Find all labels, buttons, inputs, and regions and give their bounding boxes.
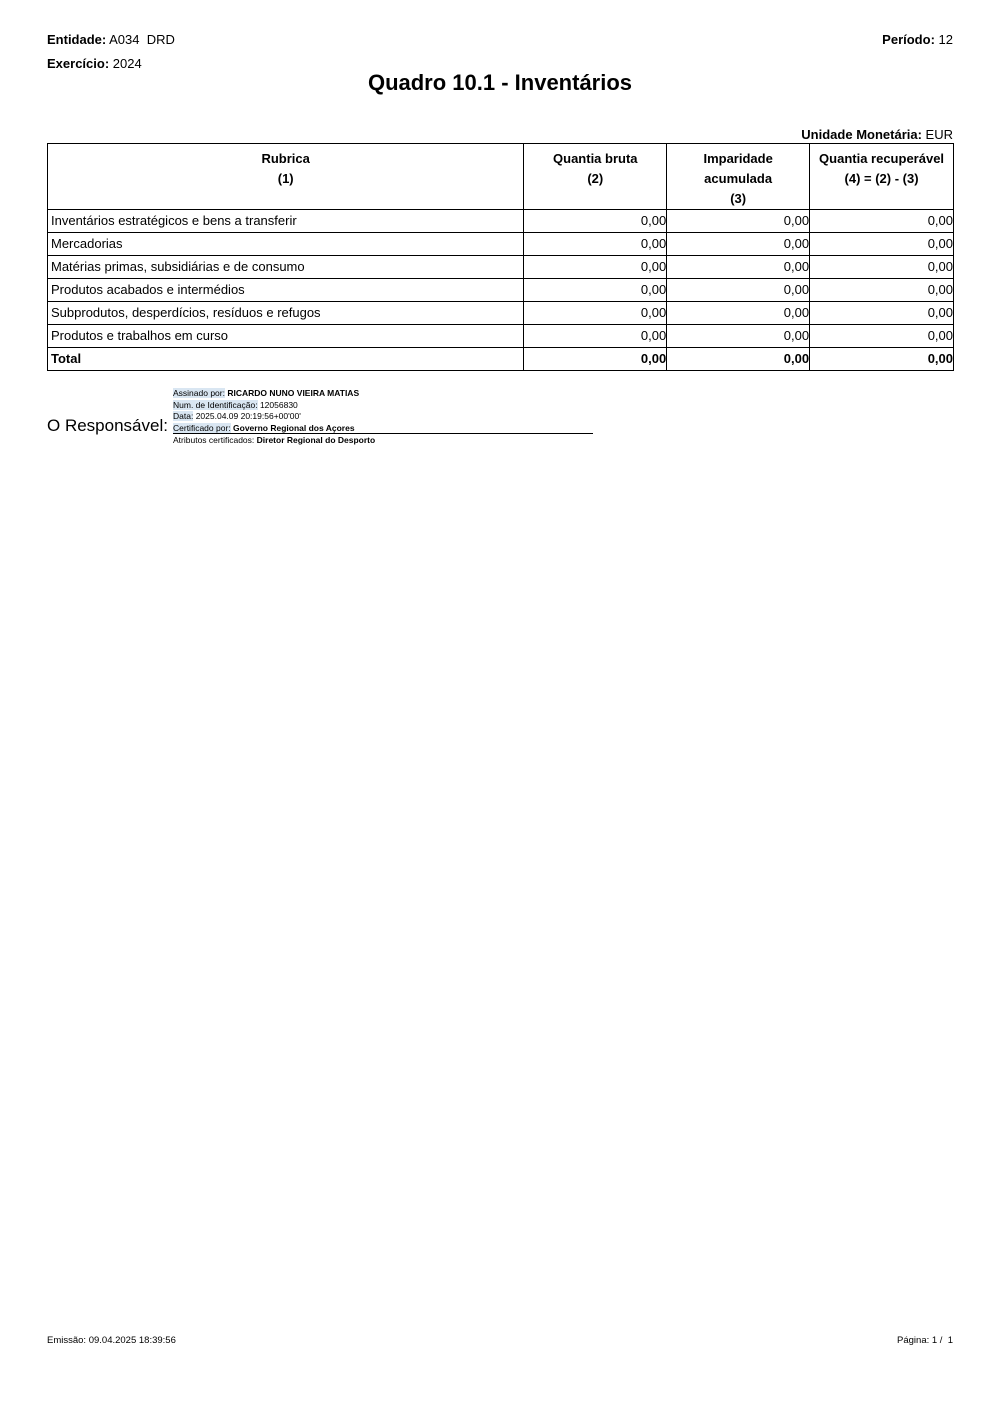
entity-line: [47, 32, 175, 47]
row-label: Produtos e trabalhos em curso: [48, 325, 524, 348]
cell-recuperavel: 0,00: [810, 256, 954, 279]
year-value: 2024: [112, 56, 142, 71]
cell-imparidade: 0,00: [667, 325, 810, 348]
id-value: 12056830: [259, 399, 298, 410]
period-line: [882, 32, 953, 47]
total-recuperavel: 0,00: [810, 348, 954, 371]
header-line: Quantia recuperável: [819, 151, 945, 166]
page-title: Quadro 10.1 - Inventários: [367, 70, 633, 95]
header-line: (4) = (2) - (3): [844, 171, 919, 186]
cell-bruta: 0,00: [524, 325, 667, 348]
table-row: [48, 233, 954, 256]
cell-recuperavel: 0,00: [810, 233, 954, 256]
header-rubrica: [48, 144, 524, 210]
period-label: Período:: [882, 32, 935, 47]
table-row: [48, 279, 954, 302]
cell-imparidade: 0,00: [667, 210, 810, 233]
id-label: Num. de Identificação:: [173, 399, 258, 410]
header-quantia-bruta: [524, 144, 667, 210]
row-label: Subprodutos, desperdícios, resíduos e refugos: [48, 302, 524, 325]
header-line: Imparidade: [703, 151, 773, 166]
signed-by-line: [173, 388, 375, 400]
attributes-line: [173, 435, 375, 447]
table-row: [48, 210, 954, 233]
year-label: Exercício:: [47, 56, 110, 71]
date-value: 2025.04.09 20:19:56+00'00': [195, 411, 301, 422]
header-line: (1): [277, 171, 294, 186]
responsible-label: O Responsável:: [47, 416, 168, 435]
total-imparidade: 0,00: [667, 348, 810, 371]
header-quantia-recuperavel: [810, 144, 954, 210]
digital-signature-block: [173, 388, 375, 447]
year-line: [47, 56, 142, 71]
cell-bruta: 0,00: [524, 302, 667, 325]
cell-bruta: 0,00: [524, 233, 667, 256]
emission-date: Emissão: 09.04.2025 18:39:56: [47, 1335, 176, 1346]
header-line: Quantia bruta: [553, 151, 638, 166]
cell-imparidade: 0,00: [667, 233, 810, 256]
certified-line: [173, 423, 375, 435]
row-label: Matérias primas, subsidiárias e de consumo: [48, 256, 524, 279]
cell-imparidade: 0,00: [667, 256, 810, 279]
period-value: 12: [938, 32, 953, 47]
cell-bruta: 0,00: [524, 279, 667, 302]
page-number: Página: 1 / 1: [897, 1335, 953, 1346]
row-label: Inventários estratégicos e bens a transferir: [48, 210, 524, 233]
cell-imparidade: 0,00: [667, 302, 810, 325]
header-line: acumulada: [704, 171, 773, 186]
table-header-row: [48, 144, 954, 210]
signed-by-label: Assinado por:: [173, 388, 225, 398]
total-label: Total: [48, 348, 524, 371]
table-row: [48, 325, 954, 348]
currency-value: EUR: [925, 127, 953, 142]
signed-by-value: RICARDO NUNO VIEIRA MATIAS: [227, 388, 360, 398]
table-row: [48, 256, 954, 279]
currency-label: Unidade Monetária:: [801, 127, 922, 142]
id-line: [173, 400, 375, 412]
entity-label: Entidade:: [47, 32, 107, 47]
cell-imparidade: 0,00: [667, 279, 810, 302]
row-label: Mercadorias: [48, 233, 524, 256]
cell-bruta: 0,00: [524, 256, 667, 279]
cell-bruta: 0,00: [524, 210, 667, 233]
attributes-value: Diretor Regional do Desporto: [256, 434, 376, 445]
total-row: [48, 348, 954, 371]
cell-recuperavel: 0,00: [810, 279, 954, 302]
entity-value: A034 DRD: [109, 32, 175, 47]
header-imparidade: [667, 144, 810, 210]
cell-recuperavel: 0,00: [810, 325, 954, 348]
date-label: Data:: [173, 411, 194, 422]
header-line: Rubrica: [261, 151, 310, 166]
row-label: Produtos acabados e intermédios: [48, 279, 524, 302]
cell-recuperavel: 0,00: [810, 210, 954, 233]
attributes-label: Atributos certificados:: [173, 434, 255, 445]
date-line: [173, 411, 375, 423]
certified-label: Certificado por:: [173, 423, 231, 434]
header-line: (2): [587, 171, 604, 186]
total-bruta: 0,00: [524, 348, 667, 371]
header-line: (3): [730, 191, 747, 206]
certified-value: Governo Regional dos Açores: [233, 423, 355, 434]
cell-recuperavel: 0,00: [810, 302, 954, 325]
currency-unit: [801, 127, 953, 142]
table-row: [48, 302, 954, 325]
inventory-table: [47, 143, 954, 371]
